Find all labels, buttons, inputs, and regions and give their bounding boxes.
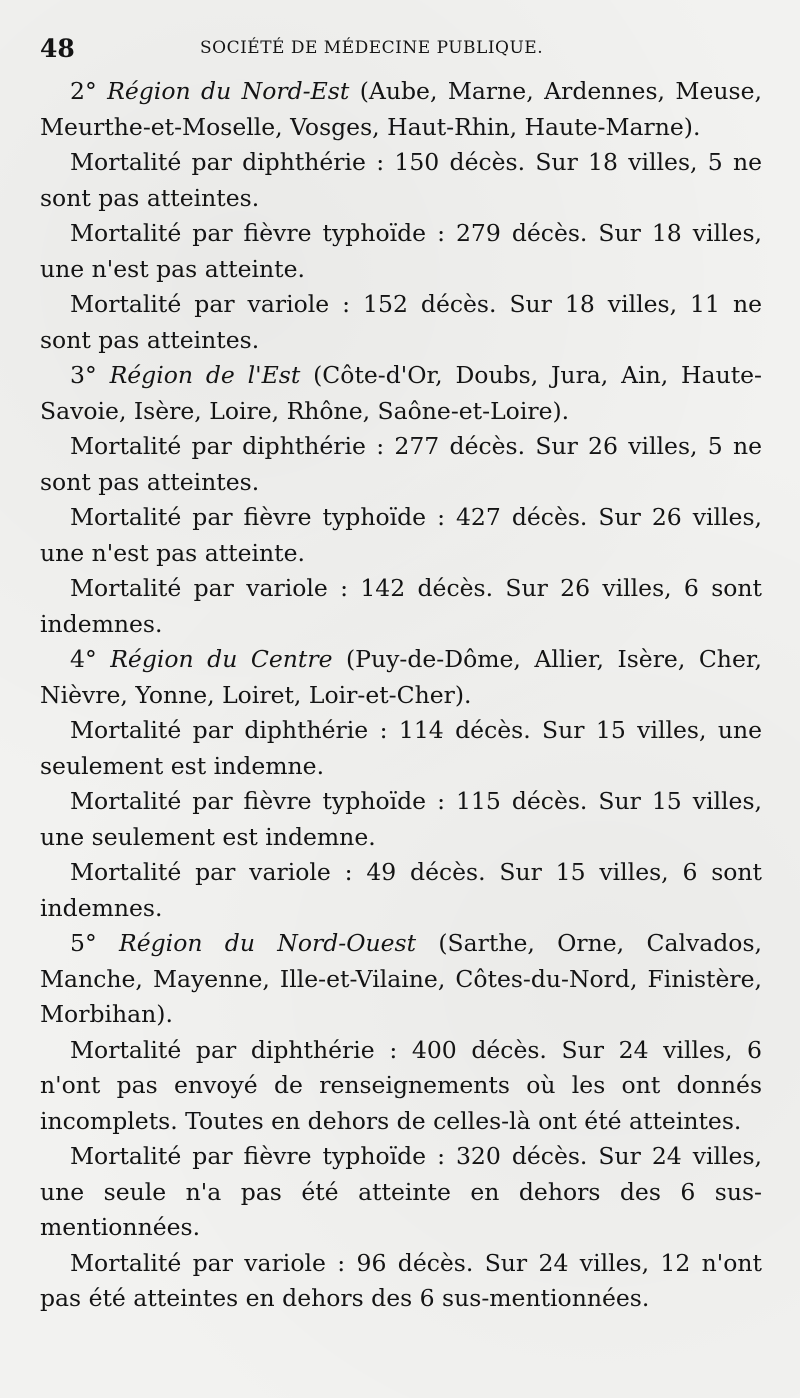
page-number: 48 (40, 34, 75, 63)
region-departments: (Aube, Marne, Ardennes, Meuse, Meurthe-et-Moselle, Vosges, Haut-Rhin, Haute-Marne). (40, 77, 762, 141)
region-number: 2° (70, 77, 97, 105)
region-departments: (Sarthe, Orne, Calvados, Manche, Mayenne, Ille-et-Vilaine, Côtes-du-Nord, Finistère, Morbihan). (40, 929, 762, 1028)
region-number: 5° (70, 929, 97, 957)
diphtheria-mortality-paragraph: Mortalité par diphthérie : 114 décès. Sur 15 villes, une seulement est indemne. (40, 716, 762, 780)
typhoid-mortality-paragraph: Mortalité par fièvre typhoïde : 427 décès. Sur 26 villes, une n'est pas atteinte. (40, 503, 762, 567)
region-number: 3° (70, 361, 97, 389)
region-name: Région du Nord-Est (107, 77, 350, 105)
region-departments: (Côte-d'Or, Doubs, Jura, Ain, Haute-Savoie, Isère, Loire, Rhône, Saône-et-Loire). (40, 361, 762, 425)
region-nord-est-heading (40, 74, 762, 145)
smallpox-mortality-paragraph: Mortalité par variole : 96 décès. Sur 24 villes, 12 n'ont pas été atteintes en dehors des 6 sus-mentionnées. (40, 1248, 762, 1312)
typhoid-mortality-paragraph: Mortalité par fièvre typhoïde : 279 décès. Sur 18 villes, une n'est pas atteinte. (40, 219, 762, 283)
region-name: Région de l'Est (109, 361, 301, 389)
region-name: Région du Centre (110, 645, 333, 673)
page-header (40, 34, 762, 68)
typhoid-mortality-paragraph: Mortalité par fièvre typhoïde : 320 décès. Sur 24 villes, une seule n'a pas été atteinte en dehors des 6 sus-mentionnées. (40, 1142, 762, 1241)
running-head: SOCIÉTÉ DE MÉDECINE PUBLIQUE. (200, 38, 544, 58)
smallpox-mortality-paragraph: Mortalité par variole : 49 décès. Sur 15 villes, 6 sont indemnes. (40, 858, 762, 922)
diphtheria-mortality-paragraph: Mortalité par diphthérie : 277 décès. Sur 26 villes, 5 ne sont pas atteintes. (40, 432, 762, 496)
page-body (40, 74, 762, 1317)
region-number: 4° (70, 645, 97, 673)
diphtheria-mortality-paragraph: Mortalité par diphthérie : 150 décès. Sur 18 villes, 5 ne sont pas atteintes. (40, 148, 762, 212)
diphtheria-mortality-paragraph: Mortalité par diphthérie : 400 décès. Sur 24 villes, 6 n'ont pas envoyé de renseignements où les ont donnés incomplets. Toutes en dehors de celles-là ont été atteintes. (40, 1035, 762, 1135)
smallpox-mortality-paragraph: Mortalité par variole : 152 décès. Sur 18 villes, 11 ne sont pas atteintes. (40, 290, 762, 354)
region-centre-heading (40, 642, 762, 713)
smallpox-mortality-paragraph: Mortalité par variole : 142 décès. Sur 26 villes, 6 sont indemnes. (40, 574, 762, 638)
region-est-heading (40, 358, 762, 429)
region-departments: (Puy-de-Dôme, Allier, Isère, Cher, Nièvre, Yonne, Loiret, Loir-et-Cher). (40, 645, 762, 709)
typhoid-mortality-paragraph: Mortalité par fièvre typhoïde : 115 décès. Sur 15 villes, une seulement est indemne. (40, 787, 762, 851)
region-name: Région du Nord-Ouest (119, 929, 417, 957)
region-nord-ouest-heading (40, 926, 762, 1033)
